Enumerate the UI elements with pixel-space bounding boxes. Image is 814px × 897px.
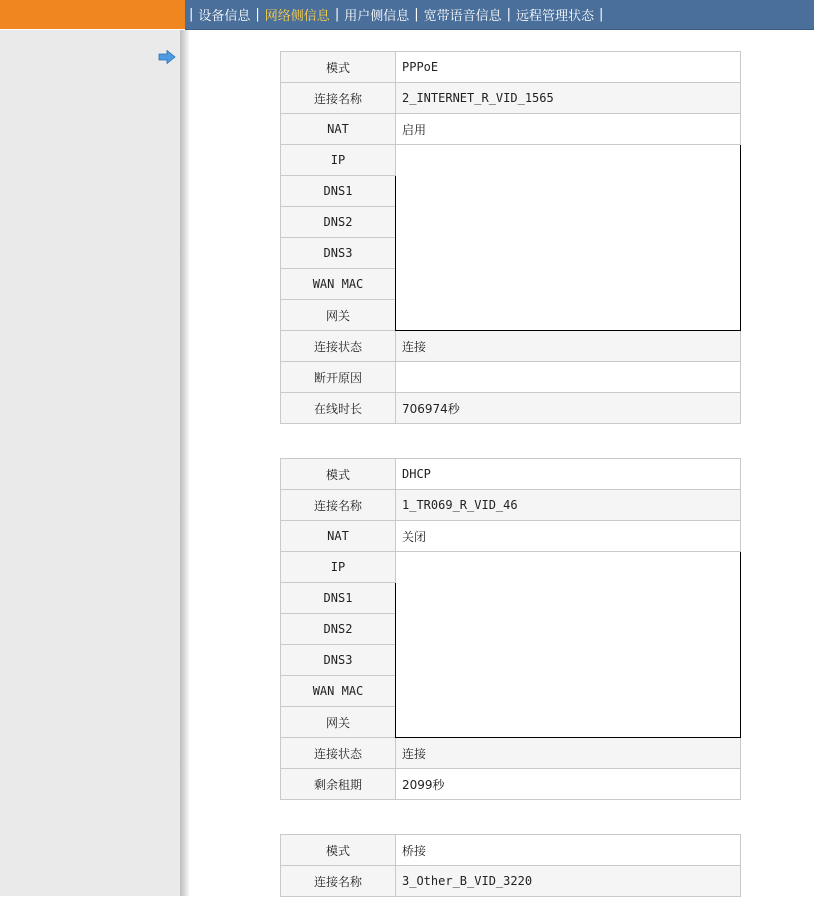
nav-network-info[interactable]: 网络侧信息 bbox=[264, 9, 330, 24]
table-row bbox=[281, 362, 741, 393]
mode-value: PPPoE bbox=[396, 52, 741, 83]
gateway-label: 网关 bbox=[281, 707, 396, 738]
nat-value: 关闭 bbox=[396, 521, 741, 552]
dns1-label: DNS1 bbox=[281, 583, 396, 614]
nav-separator: | bbox=[506, 7, 512, 22]
connection-table bbox=[280, 458, 741, 800]
mode-value: 桥接 bbox=[396, 835, 741, 866]
sidebar bbox=[0, 30, 182, 896]
online-time-value: 706974秒 bbox=[396, 393, 741, 424]
dns1-label: DNS1 bbox=[281, 176, 396, 207]
mode-value: DHCP bbox=[396, 459, 741, 490]
nat-label: NAT bbox=[281, 521, 396, 552]
name-value: 3_Other_B_VID_3220 bbox=[396, 866, 741, 897]
nat-label: NAT bbox=[281, 114, 396, 145]
lease-remaining-value: 2099秒 bbox=[396, 769, 741, 800]
lease-remaining-label: 剩余租期 bbox=[281, 769, 396, 800]
mode-label: 模式 bbox=[281, 459, 396, 490]
nat-value: 启用 bbox=[396, 114, 741, 145]
table-row bbox=[281, 459, 741, 490]
nav-voice-info[interactable]: 宽带语音信息 bbox=[423, 9, 502, 24]
nav-separator: | bbox=[414, 7, 419, 22]
connection-table bbox=[280, 834, 741, 897]
online-time-label: 在线时长 bbox=[281, 393, 396, 424]
table-row bbox=[281, 393, 741, 424]
address-info-box bbox=[396, 145, 741, 331]
nav-separator: | bbox=[189, 7, 194, 22]
address-info-box bbox=[396, 552, 741, 738]
name-label: 连接名称 bbox=[281, 490, 396, 521]
mode-label: 模式 bbox=[281, 52, 396, 83]
mode-label: 模式 bbox=[281, 835, 396, 866]
dns2-label: DNS2 bbox=[281, 207, 396, 238]
status-value: 连接 bbox=[396, 331, 741, 362]
wan-mac-label: WAN MAC bbox=[281, 269, 396, 300]
status-label: 连接状态 bbox=[281, 331, 396, 362]
dns2-label: DNS2 bbox=[281, 614, 396, 645]
table-row bbox=[281, 145, 741, 176]
ip-label: IP bbox=[281, 552, 396, 583]
nav-separator: | bbox=[255, 7, 260, 22]
table-row bbox=[281, 769, 741, 800]
dns3-label: DNS3 bbox=[281, 645, 396, 676]
table-row bbox=[281, 738, 741, 769]
table-row bbox=[281, 83, 741, 114]
table-row bbox=[281, 490, 741, 521]
name-label: 连接名称 bbox=[281, 83, 396, 114]
nav-device-info[interactable]: 设备信息 bbox=[198, 9, 251, 24]
dns3-label: DNS3 bbox=[281, 238, 396, 269]
table-row bbox=[281, 835, 741, 866]
table-row bbox=[281, 552, 741, 583]
table-row bbox=[281, 331, 741, 362]
table-row bbox=[281, 52, 741, 83]
name-value: 2_INTERNET_R_VID_1565 bbox=[396, 83, 741, 114]
disconnect-reason-label: 断开原因 bbox=[281, 362, 396, 393]
disconnect-reason-value bbox=[396, 362, 741, 393]
status-label: 连接状态 bbox=[281, 738, 396, 769]
wan-mac-label: WAN MAC bbox=[281, 676, 396, 707]
nav-user-info[interactable]: 用户侧信息 bbox=[344, 9, 410, 24]
table-row bbox=[281, 866, 741, 897]
arrow-right-icon bbox=[158, 50, 176, 64]
nav-remote-status[interactable]: 远程管理状态 bbox=[516, 9, 595, 24]
table-row bbox=[281, 521, 741, 552]
gateway-label: 网关 bbox=[281, 300, 396, 331]
status-value: 连接 bbox=[396, 738, 741, 769]
top-navigation bbox=[185, 0, 814, 29]
sidebar-shadow bbox=[180, 30, 190, 896]
connection-table bbox=[280, 51, 741, 424]
table-row bbox=[281, 114, 741, 145]
nav-separator: | bbox=[334, 7, 340, 22]
main-content bbox=[190, 30, 814, 896]
nav-separator: | bbox=[599, 7, 604, 22]
name-value: 1_TR069_R_VID_46 bbox=[396, 490, 741, 521]
header-logo-area bbox=[0, 0, 185, 29]
ip-label: IP bbox=[281, 145, 396, 176]
name-label: 连接名称 bbox=[281, 866, 396, 897]
